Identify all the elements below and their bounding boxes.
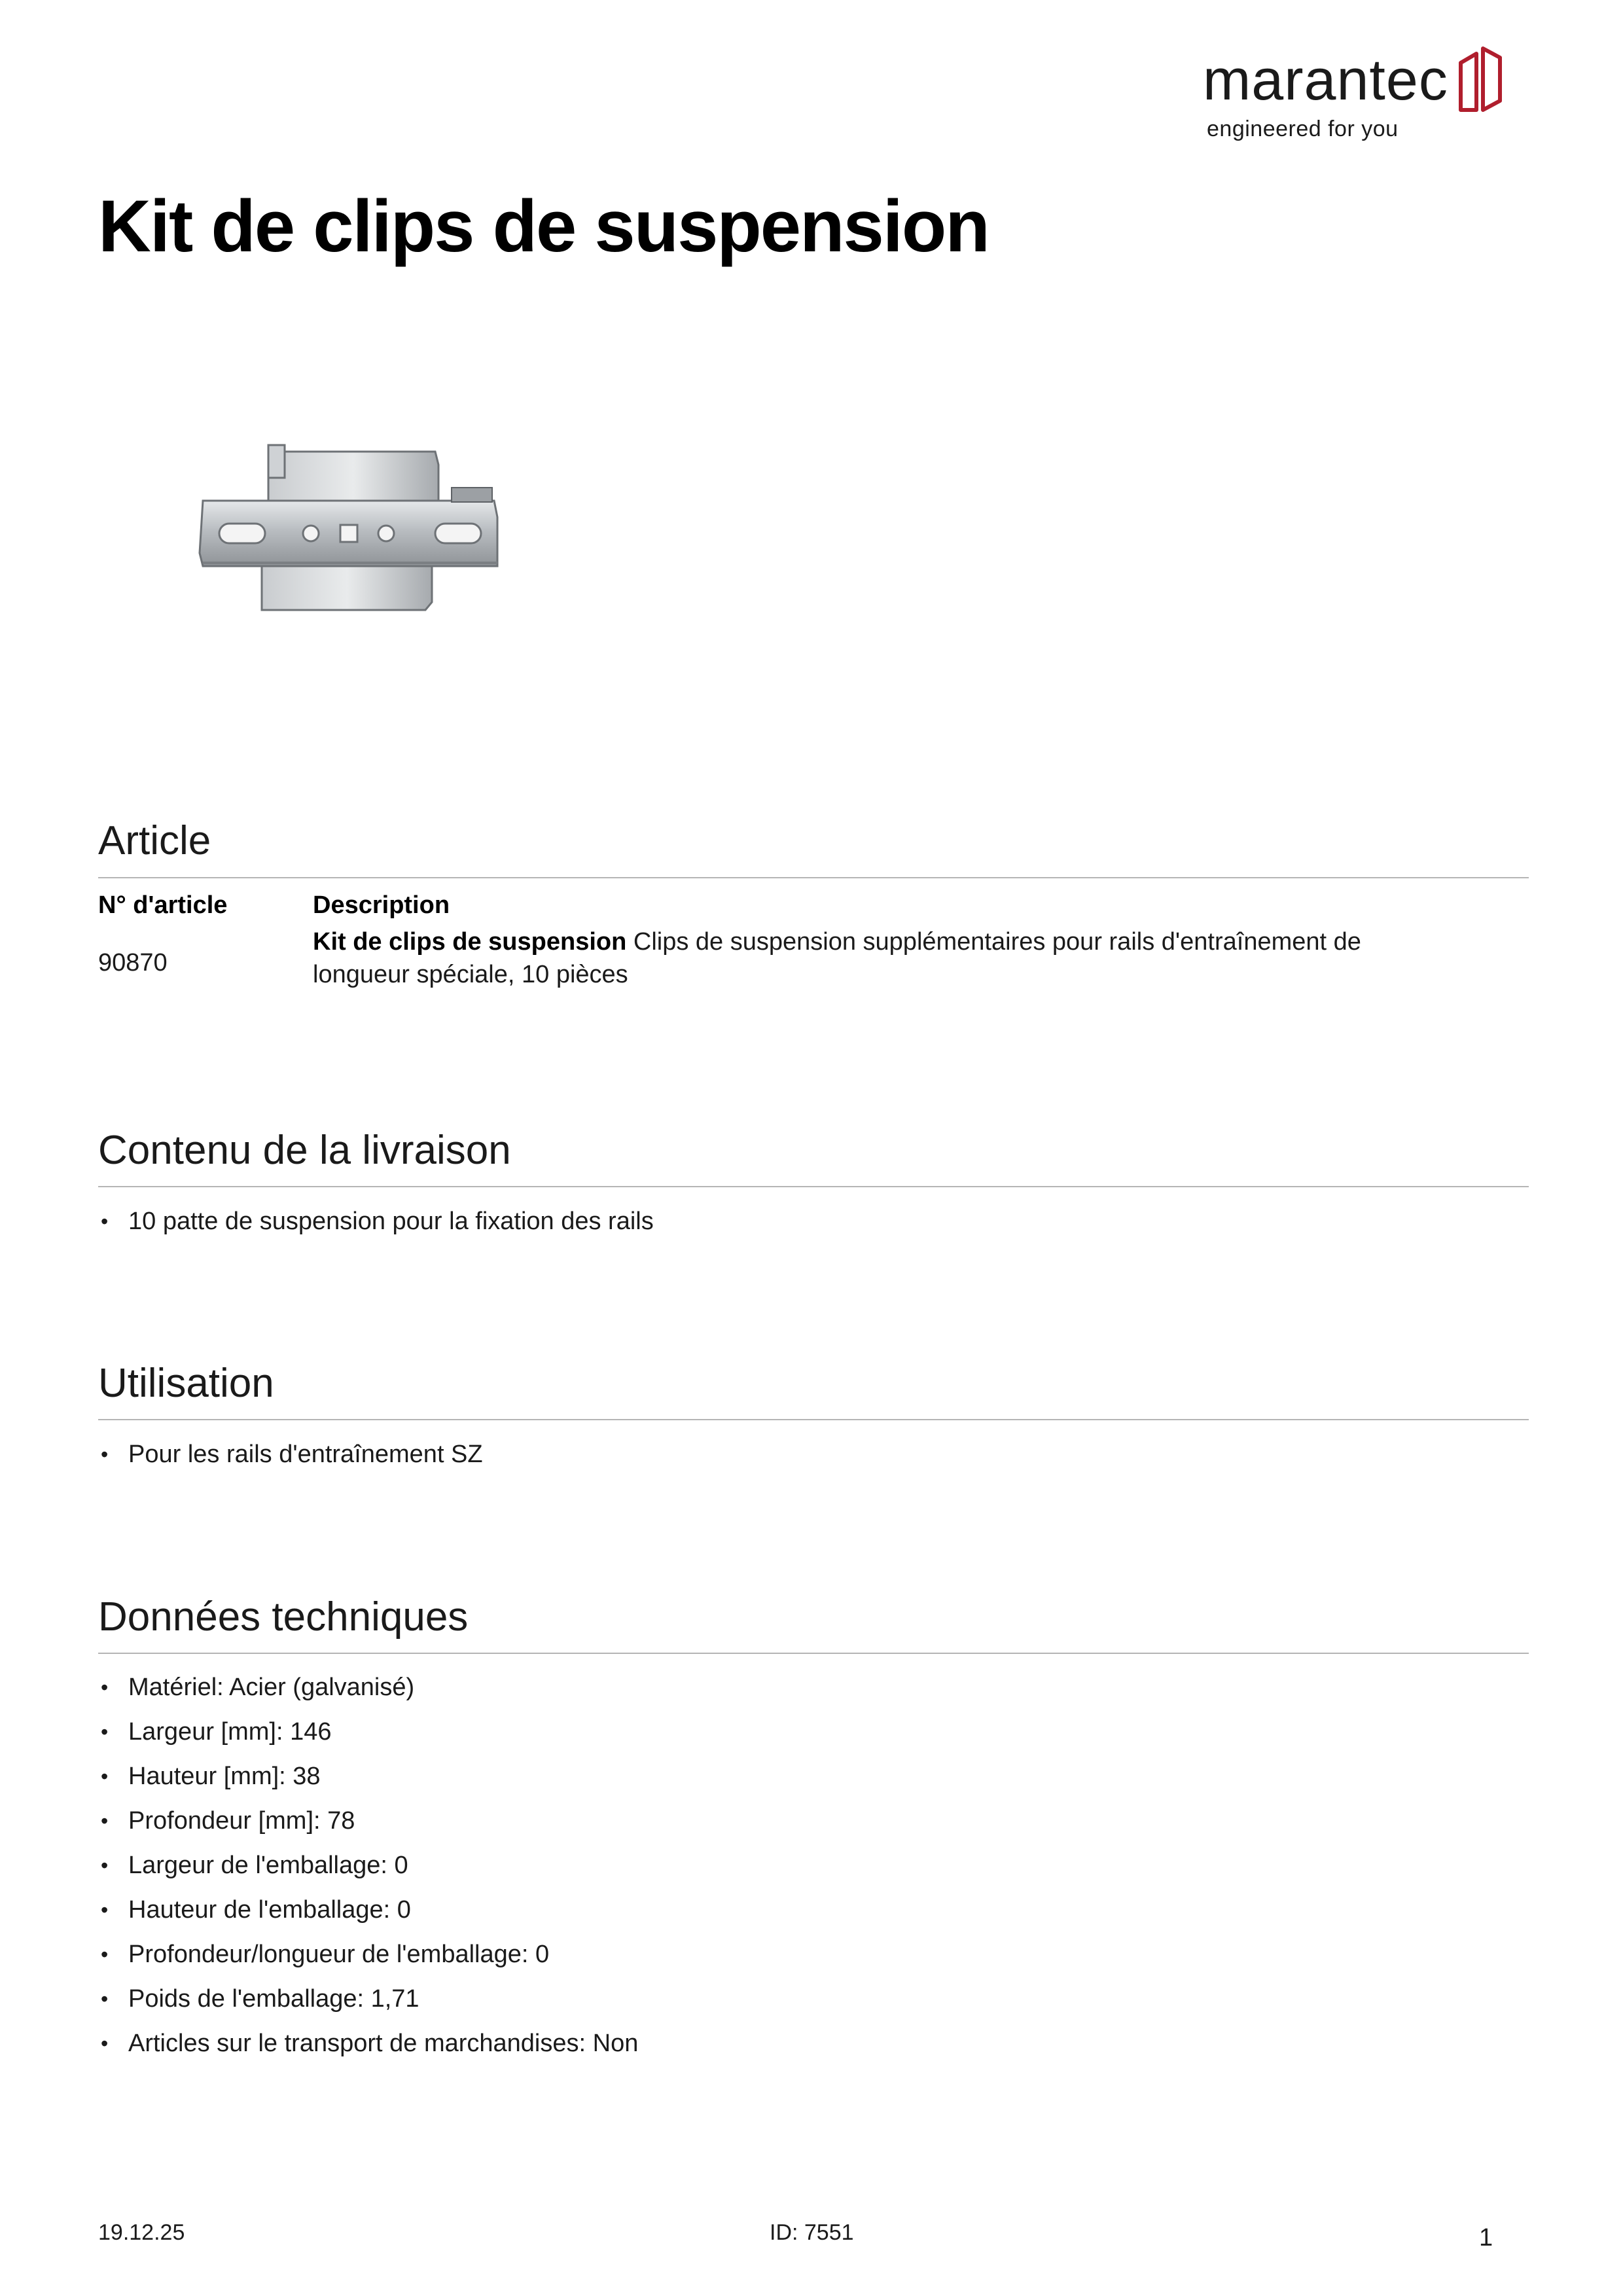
delivery-heading: Contenu de la livraison [98, 1128, 511, 1173]
footer-id: ID: 7551 [770, 2220, 854, 2245]
technical-list [98, 1665, 1529, 2066]
list-item: • Largeur [mm]: 146 [98, 1710, 1529, 1754]
divider [98, 1653, 1529, 1654]
delivery-list [98, 1199, 1529, 1244]
article-description-text: Clips de suspension supplémentaires pour rails d'entraînement de longueur spéciale, 10 pièces [313, 928, 1361, 988]
divider [98, 1186, 1529, 1187]
list-item: • Pour les rails d'entraînement SZ [98, 1432, 1529, 1477]
list-item: • Poids de l'emballage: 1,71 [98, 1977, 1529, 2021]
footer-page-number: 1 [1479, 2224, 1493, 2251]
usage-heading: Utilisation [98, 1361, 274, 1406]
hanging-clip-bracket-photo [190, 439, 510, 628]
technical-heading: Données techniques [98, 1594, 469, 1640]
article-heading: Article [98, 818, 211, 863]
list-item: • Matériel: Acier (galvanisé) [98, 1665, 1529, 1710]
brand-tagline: engineered for you [1207, 117, 1399, 141]
brand-logo [1203, 45, 1504, 149]
article-description [313, 925, 1438, 991]
divider [98, 1419, 1529, 1420]
list-item: • Hauteur [mm]: 38 [98, 1754, 1529, 1799]
list-item: • 10 patte de suspension pour la fixation des rails [98, 1199, 1529, 1244]
divider [98, 877, 1529, 878]
article-number: 90870 [98, 949, 168, 977]
list-item: • Hauteur de l'emballage: 0 [98, 1888, 1529, 1932]
list-item: • Articles sur le transport de marchandises: Non [98, 2021, 1529, 2066]
list-item: • Profondeur/longueur de l'emballage: 0 [98, 1932, 1529, 1977]
marantec-door-icon [1457, 45, 1504, 115]
page-title: Kit de clips de suspension [98, 185, 989, 267]
article-number-header: N° d'article [98, 891, 228, 919]
list-item: • Profondeur [mm]: 78 [98, 1799, 1529, 1843]
usage-list [98, 1432, 1529, 1477]
brand-name: marantec [1203, 47, 1448, 112]
footer-date: 19.12.25 [98, 2220, 185, 2245]
article-description-bold: Kit de clips de suspension [313, 928, 627, 956]
article-description-header: Description [313, 891, 450, 919]
list-item: • Largeur de l'emballage: 0 [98, 1843, 1529, 1888]
